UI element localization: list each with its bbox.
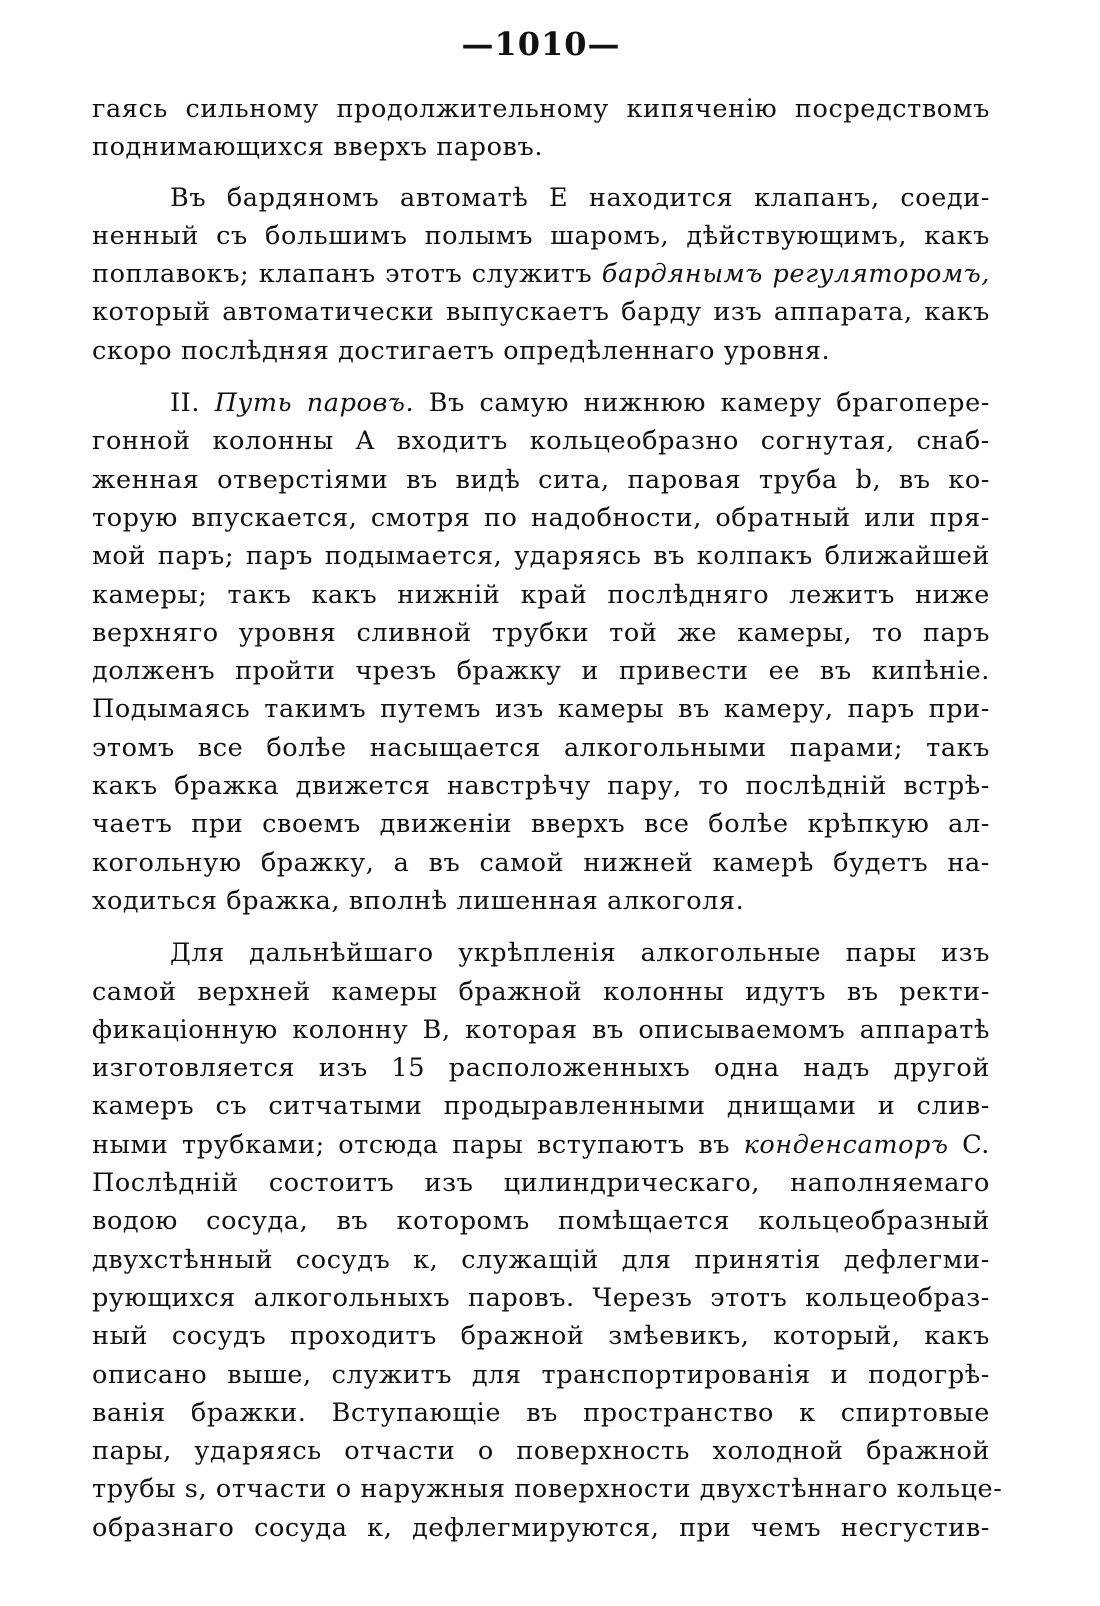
text-line: камеры; такъ какъ нижній край послѣдняго лежитъ ниже bbox=[92, 579, 990, 610]
text-line: ненный съ большимъ полымъ шаромъ, дѣйствующимъ, какъ bbox=[92, 220, 990, 251]
text-line: Въ бардяномъ автоматѣ E находится клапанъ, соеди- bbox=[170, 182, 990, 213]
italic-term: конденсаторъ bbox=[743, 1129, 949, 1160]
section-heading-line bbox=[92, 384, 990, 422]
text-line: поднимающихся вверхъ паровъ. bbox=[92, 132, 544, 163]
text-line: двухстѣнный сосудъ к, служащій для принятія дефлегми- bbox=[92, 1244, 990, 1275]
text-fragment: C. bbox=[948, 1129, 990, 1160]
italic-term: бардянымъ регуляторомъ, bbox=[601, 259, 991, 290]
text-line: описано выше, служитъ для транспортированія и подогрѣ- bbox=[92, 1359, 990, 1390]
text-line: ный сосудъ проходитъ бражной змѣевикъ, который, какъ bbox=[92, 1321, 990, 1352]
text-line: ходиться бражка, вполнѣ лишенная алкоголя. bbox=[92, 885, 745, 916]
text-line: когольную бражку, а въ самой нижней камерѣ будетъ на- bbox=[92, 847, 990, 878]
paragraph-vapor-path bbox=[92, 384, 990, 920]
text-line: гонной колонны A входитъ кольцеобразно согнутая, снаб- bbox=[92, 426, 990, 457]
text-line-with-italic bbox=[92, 1126, 990, 1164]
text-line-with-italic bbox=[92, 255, 990, 293]
paragraph-continuation bbox=[92, 90, 990, 167]
text-line: гаясь сильному продолжительному кипяченію посредствомъ bbox=[92, 94, 990, 124]
text-line: долженъ пройти чрезъ бражку и привести ее въ кипѣніе. bbox=[92, 656, 990, 687]
text-line: камеръ съ ситчатыми продыравленными днищами и слив- bbox=[92, 1091, 990, 1122]
text-fragment: поплавокъ; клапанъ этотъ служитъ bbox=[92, 259, 602, 290]
text-line: самой верхней камеры бражной колонны идутъ въ ректи- bbox=[92, 976, 990, 1007]
text-line: пары, ударяясь отчасти о поверхность холодной бражной bbox=[92, 1436, 990, 1467]
text-line: рующихся алкогольныхъ паровъ. Черезъ этотъ кольцеобраз- bbox=[92, 1282, 990, 1313]
text-line: какъ бражка движется навстрѣчу пару, то послѣдній встрѣ- bbox=[92, 771, 990, 802]
book-page bbox=[92, 22, 1003, 1557]
text-line: ванія бражки. Вступающіе въ пространство к спиртовые bbox=[92, 1397, 990, 1428]
text-line: мой паръ; паръ подымается, ударяясь въ колпакъ ближайшей bbox=[92, 541, 990, 572]
text-line: женная отверстіями въ видѣ сита, паровая труба b, въ ко- bbox=[92, 464, 990, 495]
text-line: скоро послѣдняя достигаетъ опредѣленнаго уровня. bbox=[92, 335, 831, 366]
paragraph-bard-automat bbox=[92, 179, 990, 370]
text-line: верхняго уровня сливной трубки той же камеры, то паръ bbox=[92, 617, 990, 648]
paragraph-rectification bbox=[92, 934, 1003, 1547]
text-line: торую впускается, смотря по надобности, обратный или пря- bbox=[92, 502, 990, 533]
text-line: водою сосуда, въ которомъ помѣщается кольцеобразный bbox=[92, 1206, 990, 1237]
text-line: трубы s, отчасти о наружныя поверхности двухстѣннаго кольце- bbox=[92, 1474, 1003, 1505]
section-number: II. bbox=[170, 388, 215, 419]
page-number: —1010— bbox=[461, 25, 621, 63]
text-fragment: ными трубками; отсюда пары вступаютъ въ bbox=[92, 1129, 744, 1160]
text-line: Для дальнѣйшаго укрѣпленія алкогольные пары изъ bbox=[170, 938, 990, 969]
text-line: изготовляется изъ 15 расположенныхъ одна надъ другой bbox=[92, 1053, 990, 1084]
text-line: чаетъ при своемъ движеніи вверхъ все болѣе крѣпкую ал- bbox=[92, 809, 990, 840]
text-line: Послѣдній состоитъ изъ цилиндрическаго, наполняемаго bbox=[92, 1168, 990, 1199]
text-line: этомъ все болѣе насыщается алкогольными парами; такъ bbox=[92, 732, 990, 763]
section-heading: Путь паровъ. bbox=[214, 388, 415, 419]
text-line: образнаго сосуда к, дефлегмируются, при чемъ несгустив- bbox=[92, 1512, 990, 1543]
text-line: который автоматически выпускаетъ барду изъ аппарата, какъ bbox=[92, 297, 990, 328]
text-fragment: Въ самую нижнюю камеру брагопере- bbox=[414, 388, 990, 419]
text-line: Подымаясь такимъ путемъ изъ камеры въ камеру, паръ при- bbox=[92, 694, 990, 725]
text-line: фикаціонную колонну B, которая въ описываемомъ аппаратѣ bbox=[92, 1014, 990, 1045]
